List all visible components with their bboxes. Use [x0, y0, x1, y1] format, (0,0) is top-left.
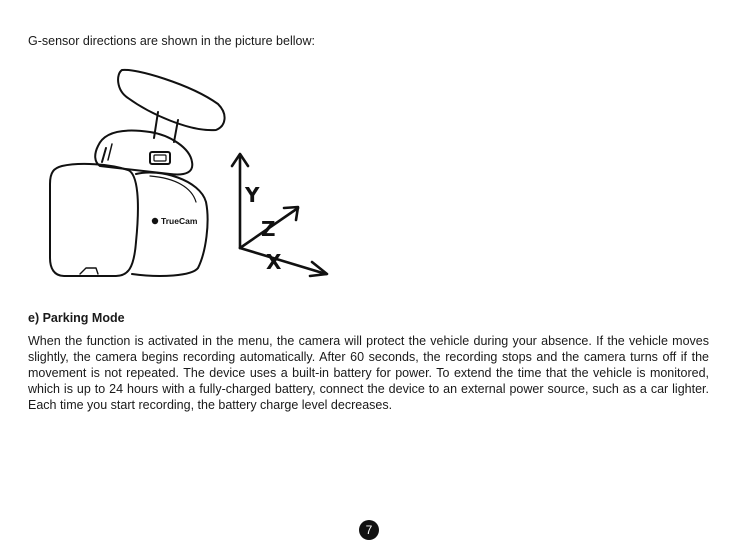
- intro-text: G-sensor directions are shown in the picture bellow:: [28, 34, 315, 48]
- brand-label: TrueCam: [161, 216, 198, 226]
- camera-front: [50, 164, 138, 276]
- x-axis-label: X: [266, 250, 282, 274]
- y-axis-label: Y: [245, 183, 260, 207]
- x-axis-arrow: [240, 248, 326, 274]
- brand-logo-icon: [152, 218, 158, 224]
- z-axis-label: Z: [261, 217, 276, 241]
- mount-head: [118, 70, 225, 130]
- dashcam-gsensor-illustration: [40, 62, 340, 288]
- section-heading: e) Parking Mode: [28, 311, 125, 325]
- page-number-badge: 7: [359, 520, 379, 540]
- section-body: When the function is activated in the menu, the camera will protect the vehicle during your absence. If the vehicle moves slightly, the camera begins recording automatically. After 60 seconds, the recording stops and the camera turns off if the movement is not repeated. The device uses a built-in battery for power. To extend the time that the vehicle is monitored, which is up to 24 hours with a fully-charged battery, connect the device to an external power source, such as a car lighter. Each time you start recording, the battery charge level decreases.: [28, 334, 709, 413]
- usb-port: [150, 152, 170, 164]
